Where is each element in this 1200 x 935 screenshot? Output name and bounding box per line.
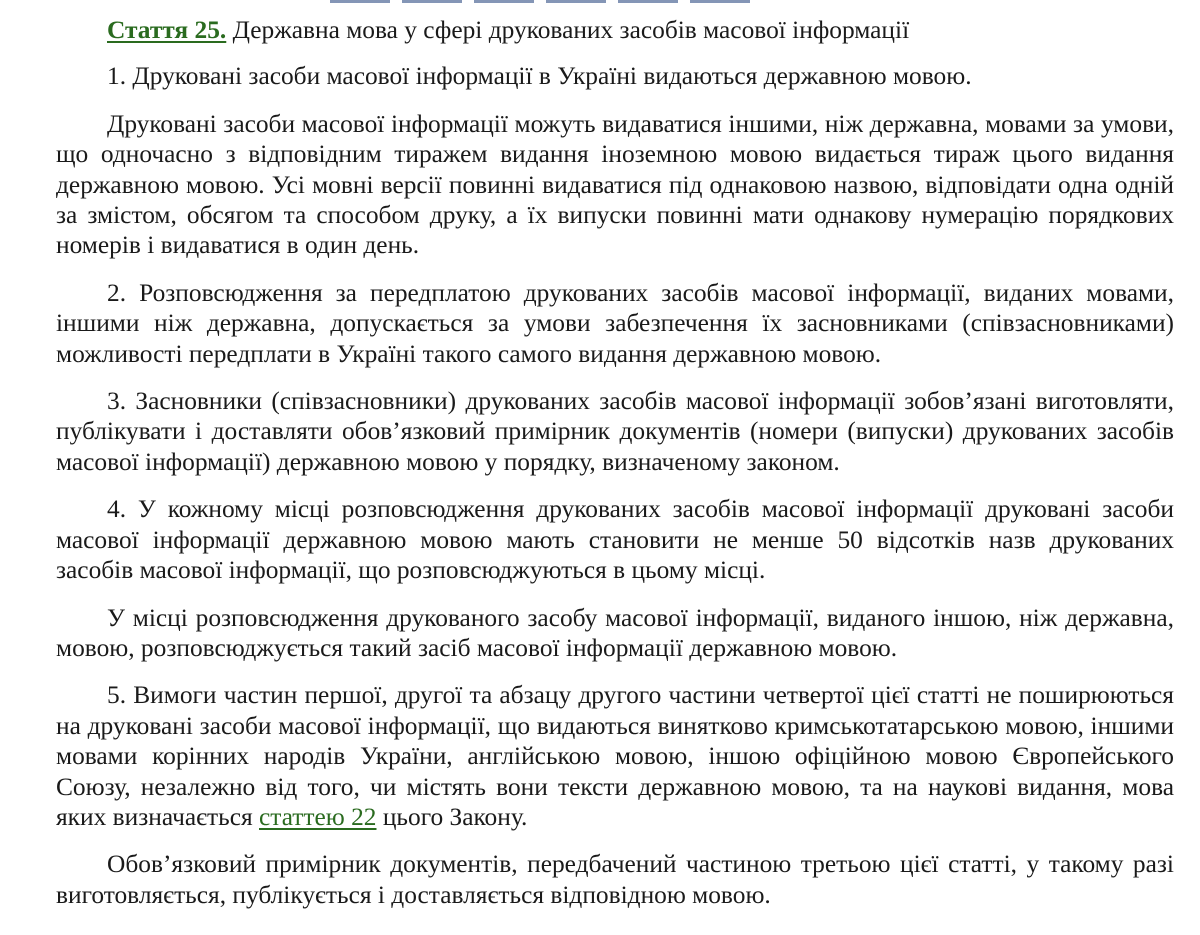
paragraph-5-sub: Обов’язковий примірник документів, передбачений частиною третьою цієї статті, у такому разі виготовляється, публікується і доставляється відповідною мовою. xyxy=(56,850,1174,909)
article-number-link[interactable]: Стаття 25. xyxy=(107,16,227,44)
article-22-link[interactable]: статтею 22 xyxy=(259,802,377,831)
paragraph-1: 1. Друковані засоби масової інформації в Україні видаються державною мовою. xyxy=(107,62,972,91)
article-body xyxy=(56,15,1174,927)
paragraph-5-tail: цього Закону. xyxy=(376,802,528,831)
paragraph-5-text: 5. Вимоги частин першої, другої та абзацу другого частини четвертої цієї статті не поширюються на друковані засоби масової інформації, що видаються винятково кримськотатарською мовою, іншими мовами корінних народів України, англійською мовою, іншою офіційною мовою Європейського Союзу, незалежно від того, чи містять вони тексти державною мовою, та на наукові видання, мова яких визначається xyxy=(56,681,1174,831)
paragraph-4-sub: У місці розповсюдження друкованого засобу масової інформації, виданого іншою, ніж державна, мовою, розповсюджується такий засіб масової інформації державною мовою. xyxy=(56,603,1174,662)
article-title: Державна мова у сфері друкованих засобів масової інформації xyxy=(232,16,910,44)
paragraph-5 xyxy=(56,680,1174,832)
paragraph-4: 4. У кожному місці розповсюдження друкованих засобів масової інформації друковані засоби масової інформації державною мовою мають становити не менше 50 відсотків назв друкованих засобів масової інформації, що розповсюджуються в цьому місці. xyxy=(56,495,1174,585)
paragraph-1-sub: Друковані засоби масової інформації можуть видаватися іншими, ніж державна, мовами за умови, що одночасно з відповідним тиражем видання іноземною мовою видається тираж цього видання державною мовою. Усі мовні версії повинні видаватися під однаковою назвою, відповідати одна одній за змістом, обсягом та способом друку, а їх випуски повинні мати однакову нумерацію порядкових номерів і видаватися в один день. xyxy=(56,109,1174,260)
top-cutoff-line xyxy=(330,0,750,3)
paragraph-3: 3. Засновники (співзасновники) друкованих засобів масової інформації зобов’язані виготовляти, публікувати і доставляти обов’язковий примірник документів (номери (випуски) друкованих засобів масової інформації) державною мовою у порядку, визначеному законом. xyxy=(56,387,1174,476)
article-heading xyxy=(56,15,1174,45)
paragraph-2: 2. Розповсюдження за передплатою друкованих засобів масової інформації, виданих мовами, іншими ніж державна, допускається за умови забезпечення їх засновниками (співзасновниками) можливості передплати в Україні такого самого видання державною мовою. xyxy=(56,278,1174,368)
